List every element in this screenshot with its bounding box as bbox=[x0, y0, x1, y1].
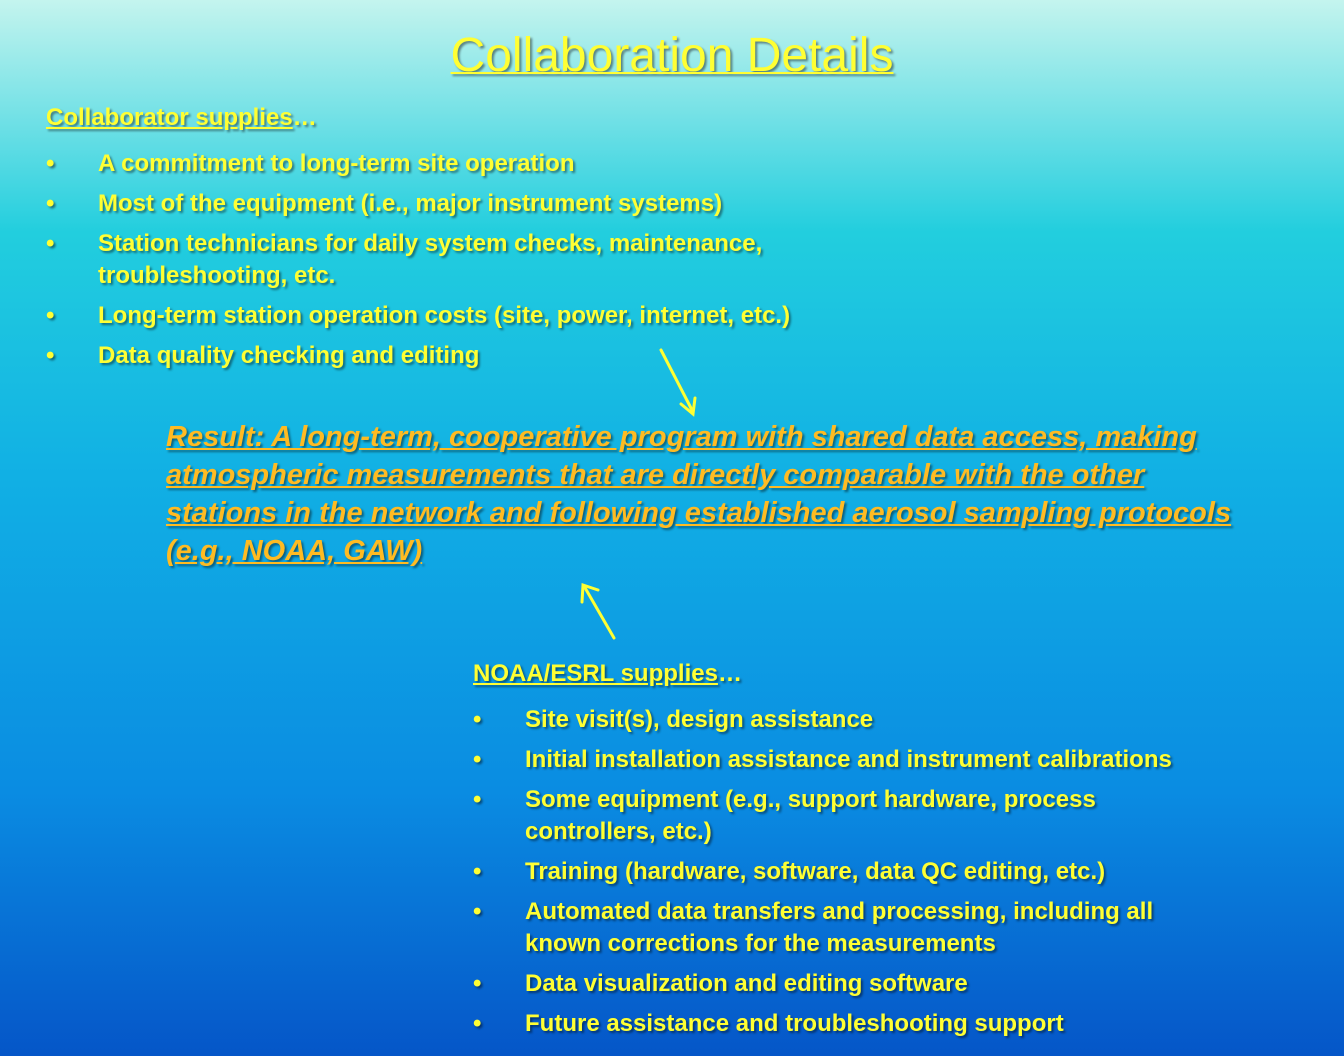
list-item bbox=[473, 896, 1273, 960]
bullet-icon: • bbox=[473, 898, 482, 925]
list-item bbox=[46, 228, 866, 292]
bullet-icon: • bbox=[473, 858, 482, 885]
list-item-text: Some equipment (e.g., support hardware, process controllers, etc.) bbox=[525, 786, 1096, 845]
list-item-text: A commitment to long-term site operation bbox=[98, 150, 575, 177]
list-item bbox=[46, 188, 866, 220]
list-item bbox=[473, 1008, 1273, 1040]
noaa-heading-label: NOAA/ESRL supplies bbox=[473, 660, 718, 687]
list-item-text: Most of the equipment (i.e., major instrument systems) bbox=[98, 190, 723, 217]
list-item bbox=[46, 148, 866, 180]
collaborator-heading-label: Collaborator supplies bbox=[46, 104, 293, 131]
list-item-text: Long-term station operation costs (site, power, internet, etc.) bbox=[98, 302, 791, 329]
slide-title: Collaboration Details bbox=[450, 29, 894, 82]
bullet-icon: • bbox=[473, 970, 482, 997]
list-item-text: Training (hardware, software, data QC editing, etc.) bbox=[525, 858, 1106, 885]
list-item bbox=[46, 300, 866, 332]
result-statement: Result: A long-term, cooperative program with shared data access, making atmospheric measurements that are directly comparable with the other stations in the network and following established aerosol sampling protocols (e.g., NOAA, GAW) bbox=[166, 421, 1232, 567]
noaa-heading bbox=[473, 660, 742, 688]
list-item bbox=[46, 340, 866, 372]
list-item-text: Data visualization and editing software bbox=[525, 970, 968, 997]
bullet-icon: • bbox=[473, 786, 482, 813]
bullet-icon: • bbox=[46, 302, 55, 329]
list-item bbox=[473, 856, 1273, 888]
noaa-heading-ellipsis: … bbox=[717, 660, 742, 687]
list-item-text: Site visit(s), design assistance bbox=[525, 706, 874, 733]
list-item-text: Station technicians for daily system checks, maintenance, troubleshooting, etc. bbox=[98, 230, 763, 289]
list-item bbox=[473, 784, 1273, 848]
bullet-icon: • bbox=[473, 746, 482, 773]
down-arrow-icon bbox=[655, 346, 705, 420]
collaborator-heading-ellipsis: … bbox=[292, 104, 317, 131]
collaborator-list bbox=[46, 148, 866, 380]
bullet-icon: • bbox=[46, 342, 55, 369]
bullet-icon: • bbox=[46, 230, 55, 257]
list-item-text: Automated data transfers and processing, including all known corrections for the measurements bbox=[525, 898, 1154, 957]
list-item bbox=[473, 704, 1273, 736]
list-item-text: Initial installation assistance and instrument calibrations bbox=[525, 746, 1172, 773]
list-item bbox=[473, 744, 1273, 776]
noaa-list bbox=[473, 704, 1273, 1048]
up-arrow-icon bbox=[576, 580, 626, 644]
list-item-text: Future assistance and troubleshooting support bbox=[525, 1010, 1064, 1037]
list-item-text: Data quality checking and editing bbox=[98, 342, 480, 369]
bullet-icon: • bbox=[473, 1010, 482, 1037]
collaborator-heading bbox=[46, 104, 317, 132]
bullet-icon: • bbox=[46, 190, 55, 217]
bullet-icon: • bbox=[473, 706, 482, 733]
bullet-icon: • bbox=[46, 150, 55, 177]
list-item bbox=[473, 968, 1273, 1000]
